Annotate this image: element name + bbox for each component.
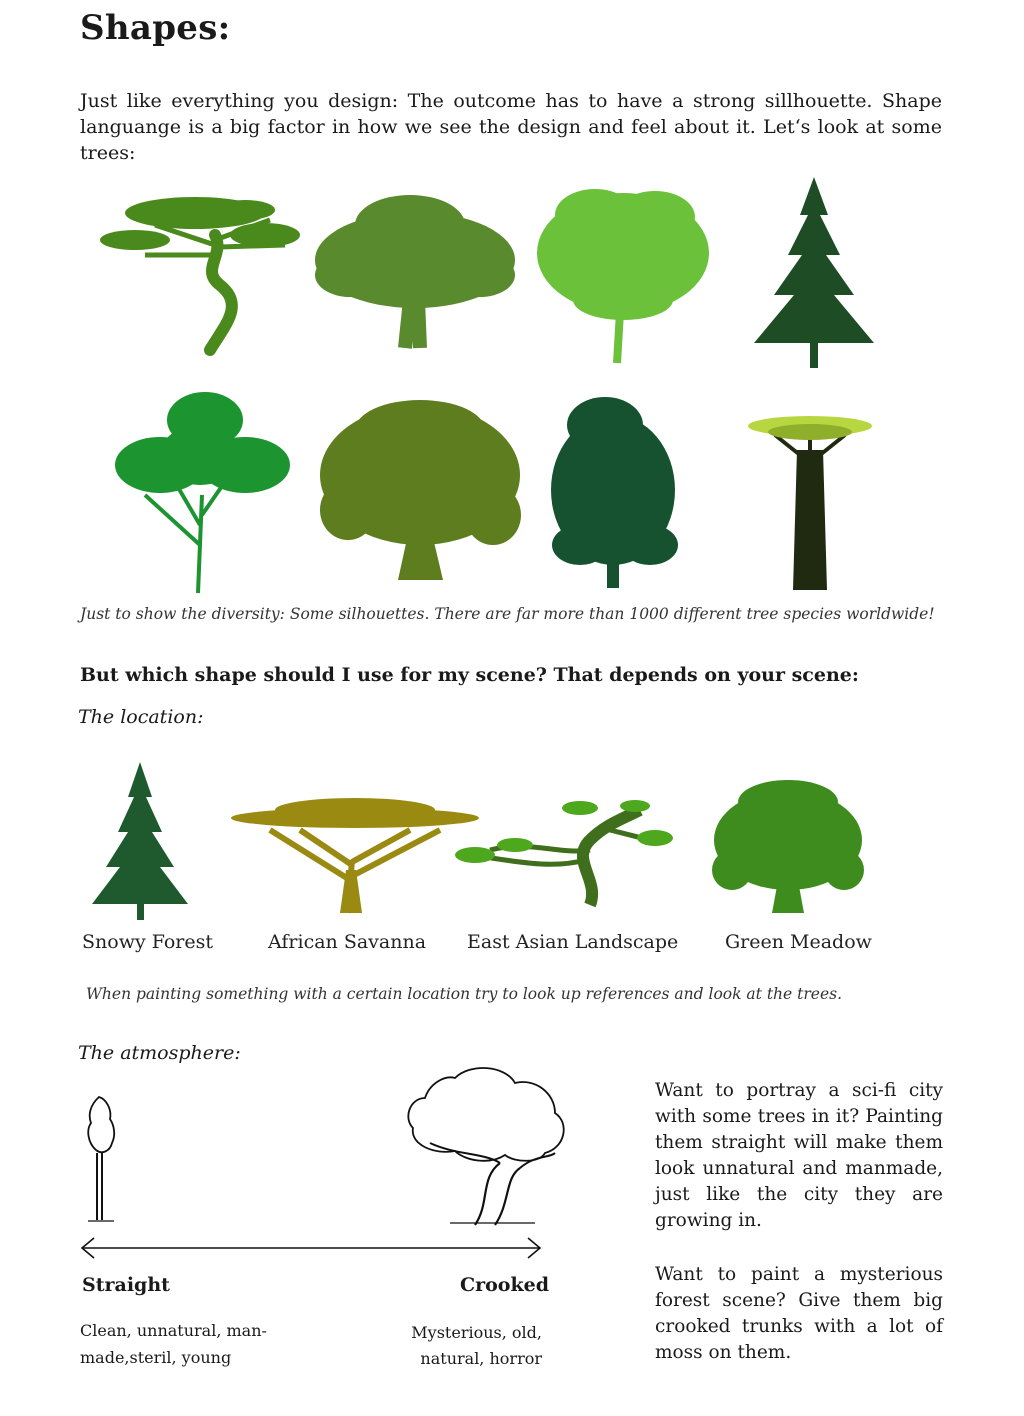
atmosphere-heading: The atmosphere: [78, 1042, 241, 1064]
tree-silhouette-broad-oak [310, 190, 520, 350]
tree-silhouette-dense-dark [545, 395, 680, 590]
crooked-label: Crooked [460, 1274, 550, 1296]
straight-tree-sketch-icon [82, 1095, 122, 1225]
straight-crooked-spectrum-arrow [80, 1236, 542, 1260]
straight-label: Straight [82, 1274, 170, 1296]
crooked-description-line-2: natural, horror [420, 1349, 542, 1368]
tree-silhouette-round-light [535, 185, 715, 365]
snowy-forest-tree-icon [90, 762, 190, 920]
location-caption: When painting something with a certain location try to look up references and look at the trees. [86, 985, 843, 1003]
location-heading: The location: [78, 706, 204, 728]
african-savanna-tree-icon [230, 790, 480, 915]
tree-silhouette-baobab [745, 410, 875, 592]
location-label-green-meadow: Green Meadow [725, 931, 872, 953]
crooked-description-line-1: Mysterious, old, [411, 1323, 542, 1342]
location-label-snowy-forest: Snowy Forest [82, 931, 214, 953]
page-title: Shapes: [80, 8, 231, 48]
atmosphere-text-forest: Want to paint a mysterious forest scene? Give them big crooked trunks with a lot of moss on them. [655, 1264, 943, 1363]
green-meadow-tree-icon [712, 780, 864, 915]
straight-description-line-1: Clean, unnatural, man- [80, 1321, 267, 1340]
intro-paragraph: Just like everything you design: The outcome has to have a strong sillhouette. Shape languange is a big factor in how we see the design and feel about it. Let‘s look at some trees: [80, 90, 942, 164]
tree-silhouette-pine [750, 175, 880, 370]
location-label-east-asian-landscape: East Asian Landscape [467, 931, 679, 953]
crooked-tree-sketch-icon [395, 1063, 575, 1228]
tree-silhouette-big-oak [318, 400, 523, 582]
location-label-african-savanna: African Savanna [268, 931, 427, 953]
straight-description-line-2: made,steril, young [80, 1348, 232, 1367]
trees-caption: Just to show the diversity: Some silhouettes. There are far more than 1000 different tree species worldwide! [80, 605, 935, 623]
east-asian-landscape-tree-icon [450, 800, 675, 908]
section-question: But which shape should I use for my scene? That depends on your scene: [80, 664, 859, 686]
tree-silhouette-bent [95, 185, 305, 355]
tree-silhouette-acacia-green [110, 385, 290, 595]
atmosphere-text-scifi: Want to portray a sci-fi city with some trees in it? Painting them straight will make them look unnatural and manmade, just like the city they are growing in. [655, 1080, 943, 1231]
